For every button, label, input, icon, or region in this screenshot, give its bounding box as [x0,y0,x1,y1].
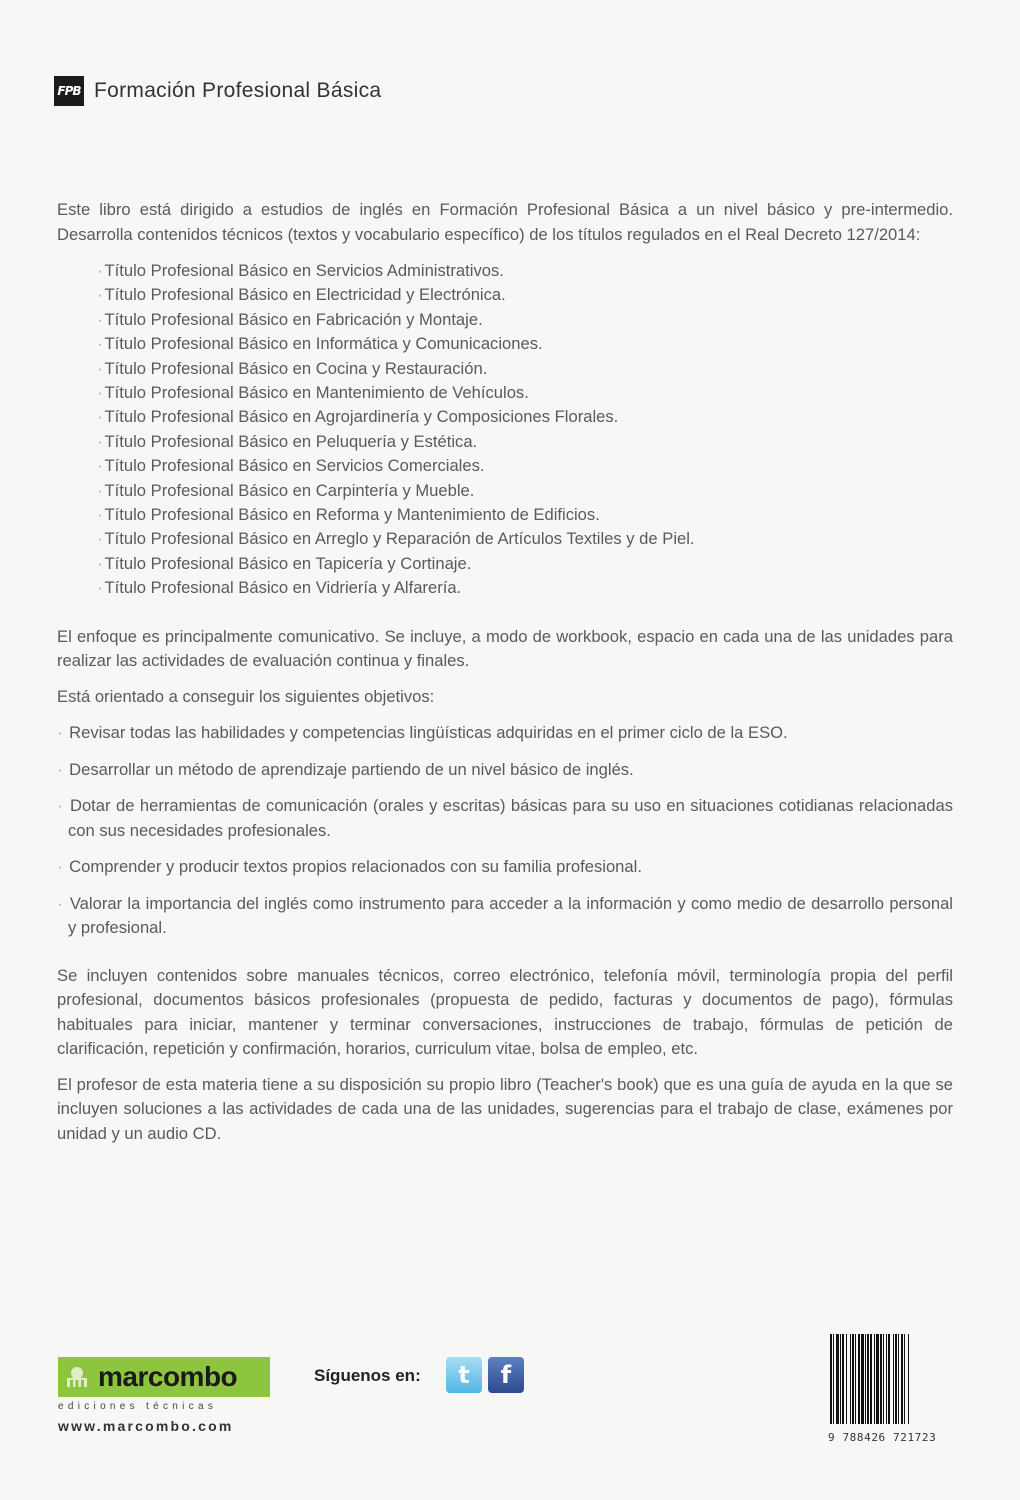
follow-label: Síguenos en: [314,1366,421,1385]
bullet: · [97,456,103,476]
list-item: · Valorar la importancia del inglés como instrumento para acceder a la información y como medio de desarrollo personal y profesional. [57,893,953,938]
bullet: · [97,529,103,549]
list-item: · Título Profesional Básico en Agrojardinería y Composiciones Florales. [97,407,619,427]
list-item: · Título Profesional Básico en Informática y Comunicaciones. [97,334,543,354]
facebook-button[interactable] [488,1357,524,1393]
list-item: · Título Profesional Básico en Fabricación y Montaje. [97,309,483,329]
list-item: · Dotar de herramientas de comunicación (orales y escritas) básicas para su uso en situaciones cotidianas relacionadas con sus necesidades profesionales. [57,796,953,840]
list-item: · Título Profesional Básico en Tapicería y Cortinaje. [97,553,472,573]
contents-paragraph: Se incluyen contenidos sobre manuales técnicos, correo electrónico, telefonía móvil, terminología propia del perfil profesional, documentos básicos profesionales (propuesta de pedido, facturas y documentos de pago), fórmulas habituales para iniciar, mantener y terminar conversaciones, instrucciones de trabajo, fórmulas de petición de clarificación, repetición y confirmación, horarios, curriculum vitae, bolsa de empleo, etc. [57,965,953,1059]
publisher-tagline: ediciones técnicas [58,1401,218,1412]
twitter-icon: t [458,1361,470,1389]
twitter-button[interactable] [446,1357,482,1393]
bullet: · [97,505,103,525]
list-item: · Título Profesional Básico en Servicios Comerciales. [97,456,485,476]
list-item: · Título Profesional Básico en Peluquería y Estética. [97,431,478,451]
bullet: · [97,261,103,280]
marcombo-logo[interactable] [58,1357,270,1412]
bullet: · [97,480,103,500]
bullet: · [97,383,103,403]
bullet: · [57,893,63,913]
isbn-barcode [828,1334,954,1444]
barcode-icon [828,1334,954,1424]
bullet: · [57,796,63,816]
objectives-list [57,721,953,941]
list-item: · Título Profesional Básico en Reforma y Mantenimiento de Edificios. [97,505,600,525]
objectives-intro: Está orientado a conseguir los siguientes objetivos: [57,686,435,706]
bullet: · [57,759,63,779]
list-item: · Título Profesional Básico en Servicios Administrativos. [97,261,504,280]
list-item: · Título Profesional Básico en Mantenimiento de Vehículos. [97,383,529,403]
intro-paragraph: Este libro está dirigido a estudios de inglés en Formación Profesional Básica a un nivel básico y pre-intermedio. Desarrolla contenidos técnicos (textos y vocabulario específico) de los títulos regulados en el Real Decreto 127/2014: [57,200,953,244]
list-item: · Título Profesional Básico en Cocina y Restauración. [97,358,488,378]
publisher-website-link[interactable]: www.marcombo.com [58,1418,234,1434]
bullet: · [97,431,103,451]
bullet: · [97,407,103,427]
bullet: · [97,309,103,329]
header [54,76,381,106]
bullet: · [97,358,103,378]
marcombo-emblem-icon [64,1364,90,1390]
list-item: · Título Profesional Básico en Carpintería y Mueble. [97,480,475,500]
list-item: · Título Profesional Básico en Vidriería y Alfarería. [97,578,462,598]
bullet: · [97,553,103,573]
list-item: · Título Profesional Básico en Arreglo y Reparación de Artículos Textiles y de Piel. [97,529,695,549]
list-item: · Revisar todas las habilidades y competencias lingüísticas adquiridas en el primer ciclo de la ESO. [57,723,788,743]
teacher-paragraph: El profesor de esta materia tiene a su disposición su propio libro (Teacher's book) que es una guía de ayuda en la que se incluyen soluciones a las actividades de cada una de las unidades, sugerencias para el trabajo de clase, exámenes por unidad y un audio CD. [57,1074,953,1143]
list-item: · Título Profesional Básico en Electricidad y Electrónica. [97,285,506,305]
list-item: · Desarrollar un método de aprendizaje partiendo de un nivel básico de inglés. [57,759,634,779]
publisher-name: marcombo [98,1361,238,1392]
marcombo-logo-box [58,1357,270,1397]
bullet: · [97,334,103,354]
fpb-logo: FPB [54,76,84,106]
approach-paragraph: El enfoque es principalmente comunicativo. Se incluye, a modo de workbook, espacio en cada una de las unidades para realizar las actividades de evaluación continua y finales. [57,626,953,671]
bullet: · [57,857,63,877]
back-cover-text [57,198,953,1146]
bullet: · [97,285,103,305]
series-title: Formación Profesional Básica [94,79,382,102]
titles-list [57,259,953,601]
list-item: · Comprender y producir textos propios relacionados con su familia profesional. [57,857,642,877]
bullet: · [57,723,63,743]
facebook-icon: f [500,1361,512,1389]
bullet: · [97,578,103,598]
isbn-number: 9 788426 721723 [828,1431,937,1444]
